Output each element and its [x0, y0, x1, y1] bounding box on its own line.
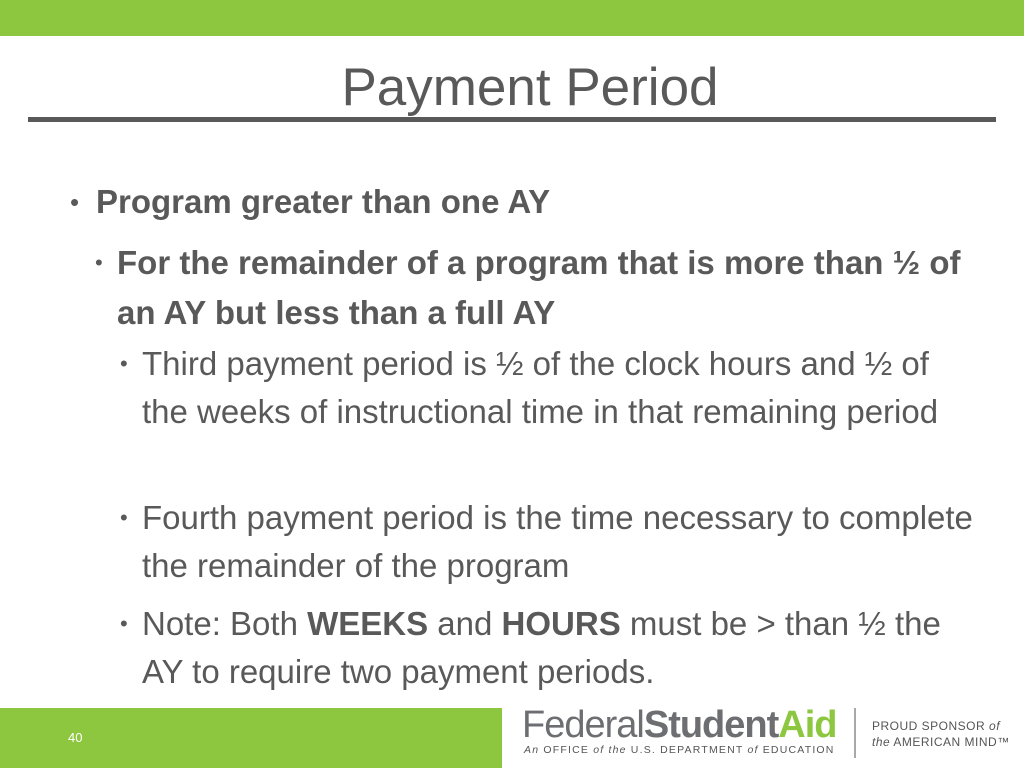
note-weeks: WEEKS: [307, 605, 429, 642]
bullet-text: For the remainder of a program that is more than ½ of an AY but less than a full AY: [117, 244, 961, 331]
bullet-dot: •: [120, 611, 128, 636]
bullet-dot: •: [120, 505, 128, 530]
note-part-3: must be > than ½ the AY to require two payment periods.: [142, 605, 941, 690]
bullet-text: Third payment period is ½ of the clock hours and ½ of the weeks of instructional time in that remaining period: [142, 345, 939, 430]
note-part-2: and: [428, 605, 502, 642]
note-hours: HOURS: [501, 605, 621, 642]
bullet-dot: •: [95, 250, 103, 275]
bullet-text: Program greater than one AY: [96, 183, 551, 220]
bullet-level-3-third-period: [120, 340, 980, 436]
bullet-level-3-fourth-period: [120, 494, 980, 590]
logo-subline: An OFFICE of the U.S. DEPARTMENT of EDUCATION: [524, 744, 835, 756]
bullet-level-2: [95, 238, 975, 338]
slide-title: Payment Period: [341, 58, 719, 117]
sponsor-text: PROUD SPONSOR of the AMERICAN MIND™: [872, 719, 1010, 749]
federal-student-aid-logo: [522, 704, 1022, 764]
bullet-dot: •: [120, 351, 128, 376]
bullet-text-note: [142, 600, 980, 696]
bullet-text: Fourth payment period is the time necessary to complete the remainder of the program: [142, 499, 973, 584]
page-number: 40: [68, 730, 83, 745]
logo-wordmark: FederalStudentAid: [522, 704, 837, 746]
bullet-level-1: [70, 180, 550, 224]
bullet-dot: •: [70, 187, 80, 217]
logo-divider: [854, 708, 856, 758]
bullet-level-3-note: [120, 600, 980, 696]
note-part-1: Note: Both: [142, 605, 308, 642]
